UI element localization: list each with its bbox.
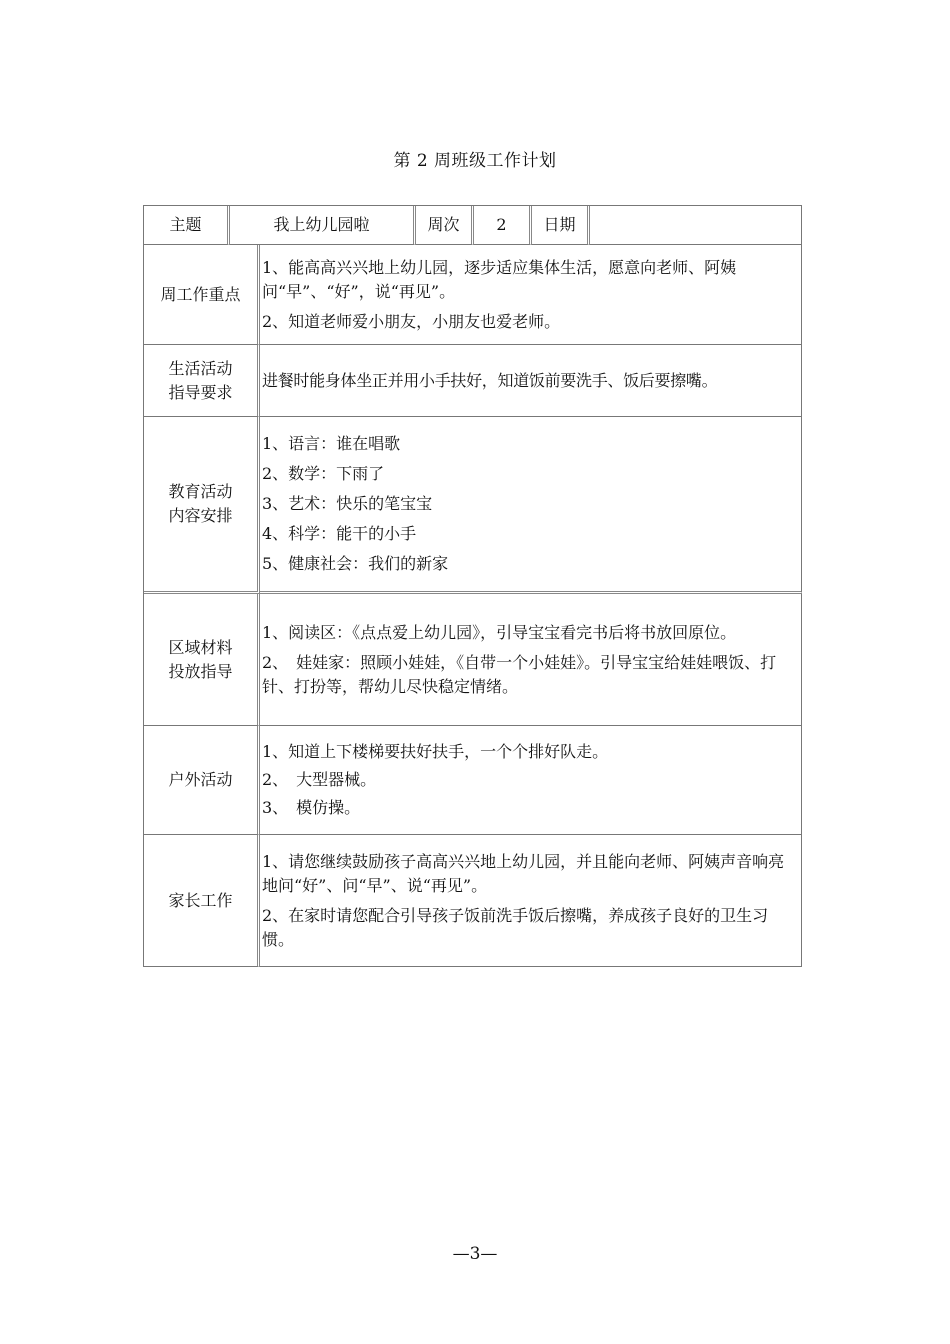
date-value [590,206,802,245]
area-content [260,594,802,726]
focus-item: 1、能高高兴兴地上幼儿园，逐步适应集体生活，愿意向老师、阿姨问“早”、“好”，说“再见”。 [262,257,737,301]
outdoor-item: 2、 大型器械。 [262,770,377,789]
education-item: 4、科学：能干的小手 [262,524,417,543]
parents-content [260,835,802,967]
education-item: 2、数学：下雨了 [262,464,385,483]
life-label: 生活活动 指导要求 [144,345,260,417]
page-number: —3— [452,1244,498,1264]
area-item: 1、阅读区：《点点爱上幼儿园》，引导宝宝看完书后将书放回原位。 [262,622,737,642]
education-content [260,417,802,594]
parents-row [144,835,802,967]
header-row [144,206,802,245]
parents-item: 1、请您继续鼓励孩子高高兴兴地上幼儿园，并且能向老师、阿姨声音响亮地问“好”、问“早”、说“再见”。 [262,851,785,895]
life-item: 进餐时能身体坐正并用小手扶好，知道饭前要洗手、饭后要擦嘴。 [262,370,718,390]
life-row [144,345,802,417]
theme-label: 主题 [144,206,230,245]
theme-value: 我上幼儿园啦 [230,206,416,245]
outdoor-item: 3、 模仿操。 [262,798,361,817]
outdoor-row [144,726,802,835]
life-content [260,345,802,417]
education-item: 1、语言：谁在唱歌 [262,434,401,453]
weekly-plan-table [143,205,802,967]
education-row [144,417,802,594]
page-title: 第 2 周班级工作计划 [393,151,557,171]
focus-content [260,245,802,345]
education-item: 3、艺术：快乐的笔宝宝 [262,494,433,513]
parents-item: 2、在家时请您配合引导孩子饭前洗手饭后擦嘴，养成孩子良好的卫生习惯。 [262,905,769,949]
week-value: 2 [474,206,532,245]
week-label: 周次 [416,206,474,245]
focus-row [144,245,802,345]
date-label: 日期 [532,206,590,245]
education-item: 5、健康社会：我们的新家 [262,554,449,573]
area-label: 区域材料 投放指导 [144,594,260,726]
focus-label: 周工作重点 [144,245,260,345]
outdoor-item: 1、知道上下楼梯要扶好扶手，一个个排好队走。 [262,742,609,761]
area-item: 2、 娃娃家：照顾小娃娃，《自带一个小娃娃》。引导宝宝给娃娃喂饭、打针、打扮等，帮幼儿尽快稳定情绪。 [262,652,777,696]
education-label: 教育活动 内容安排 [144,417,260,594]
outdoor-content [260,726,802,835]
parents-label: 家长工作 [144,835,260,967]
area-row [144,594,802,726]
outdoor-label: 户外活动 [144,726,260,835]
focus-item: 2、知道老师爱小朋友，小朋友也爱老师。 [262,311,561,331]
